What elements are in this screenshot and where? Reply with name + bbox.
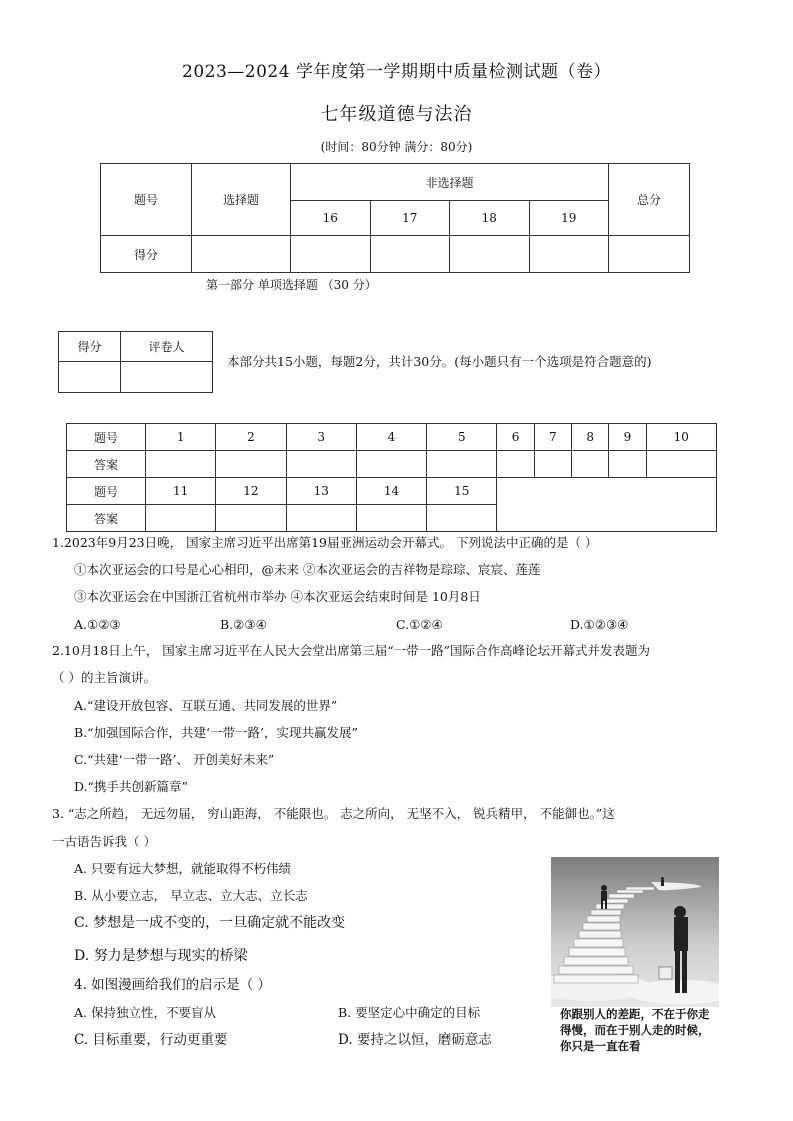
score-table bbox=[100, 163, 690, 273]
q4-option-d: D. 要持之以恒，磨砺意志 bbox=[338, 1032, 492, 1048]
answer-cell bbox=[216, 505, 286, 532]
q2-option-a: A.“建设开放包容、互联互通、共同发展的世界” bbox=[74, 698, 338, 713]
q1-option-d: D.①②③④ bbox=[570, 617, 629, 632]
q2-option-d: D.“携手共创新篇章” bbox=[74, 779, 188, 794]
q1-statement-1: ①本次亚运会的口号是心心相印，@未来 ②本次亚运会的吉祥物是琮琮、宸宸、莲莲 bbox=[74, 562, 541, 577]
answer-cell bbox=[216, 451, 286, 478]
score-cell bbox=[291, 236, 371, 273]
answer-cell bbox=[427, 505, 497, 532]
answer-cell bbox=[534, 451, 571, 478]
answer-cell bbox=[286, 505, 356, 532]
answer-table-label-number-2: 题号 bbox=[67, 478, 146, 505]
cartoon-stairs-illustration bbox=[551, 857, 719, 1007]
answer-cell bbox=[146, 451, 216, 478]
q4-option-b: B. 要坚定心中确定的目标 bbox=[338, 1005, 481, 1020]
answer-number-cell: 11 bbox=[146, 478, 216, 505]
answer-number-cell: 12 bbox=[216, 478, 286, 505]
answer-table-label-answer: 答案 bbox=[67, 451, 146, 478]
answer-cell bbox=[356, 451, 426, 478]
answer-cell bbox=[356, 505, 426, 532]
grader-score-cell bbox=[59, 362, 121, 393]
q4-option-a: A. 保持独立性，不要盲从 bbox=[74, 1005, 216, 1020]
answer-number-cell: 14 bbox=[356, 478, 426, 505]
answer-number-cell: 1 bbox=[146, 424, 216, 451]
q2-option-b: B.“加强国际合作，共建‘一带一路’，实现共赢发展” bbox=[74, 725, 358, 740]
grader-name-cell bbox=[121, 362, 213, 393]
cartoon-caption: 你跟别人的差距，不在于你走得慢，而在于别人走的时候，你只是一直在看 bbox=[560, 1007, 710, 1053]
answer-number-cell: 2 bbox=[216, 424, 286, 451]
q2-option-c: C.“共建‘一带一路’、 开创美好未来” bbox=[74, 752, 275, 767]
answer-cell bbox=[497, 451, 534, 478]
q2-stem-line1: 2.10月18日上午， 国家主席习近平在人民大会堂出席第三届“一带一路”国际合作高峰论坛开幕式并发表题为 bbox=[52, 643, 650, 658]
score-cell bbox=[450, 236, 530, 273]
score-table-sub-16: 16 bbox=[291, 201, 371, 236]
answer-table-label-answer-2: 答案 bbox=[67, 505, 146, 532]
score-cell bbox=[529, 236, 609, 273]
score-table-row-score: 得分 bbox=[101, 236, 192, 273]
q2-stem-line2: （ ）的主旨演讲。 bbox=[52, 670, 156, 685]
score-table-header-number: 题号 bbox=[101, 164, 192, 236]
score-table-sub-17: 17 bbox=[370, 201, 450, 236]
score-cell bbox=[370, 236, 450, 273]
answer-cell bbox=[427, 451, 497, 478]
answer-number-cell: 8 bbox=[572, 424, 609, 451]
grader-name-label: 评卷人 bbox=[121, 332, 213, 362]
answer-number-cell: 6 bbox=[497, 424, 534, 451]
answer-cell bbox=[286, 451, 356, 478]
answer-cell bbox=[146, 505, 216, 532]
q4-option-c: C. 目标重要，行动更重要 bbox=[74, 1032, 228, 1048]
q4-stem: 4. 如图漫画给我们的启示是（ ） bbox=[74, 977, 271, 993]
section-instruction: 本部分共15小题，每题2分，共计30分。(每小题只有一个选项是符合题意的) bbox=[227, 354, 652, 369]
answer-cell bbox=[609, 451, 646, 478]
answer-cell bbox=[572, 451, 609, 478]
exam-title: 2023—2024 学年度第一学期期中质量检测试题（卷） bbox=[182, 62, 611, 82]
score-table-sub-18: 18 bbox=[450, 201, 530, 236]
q3-option-d: D. 努力是梦想与现实的桥梁 bbox=[74, 948, 248, 964]
answer-number-cell: 3 bbox=[286, 424, 356, 451]
score-table-header-nonchoice: 非选择题 bbox=[291, 164, 609, 201]
q3-stem-line1: 3. “志之所趋， 无远勿届， 穷山距海， 不能限也。 志之所向， 无坚不入， 锐兵精甲， 不能御也。”这 bbox=[52, 806, 615, 821]
part1-title: 第一部分 单项选择题 （30 分） bbox=[206, 278, 377, 292]
answer-table-label-number: 题号 bbox=[67, 424, 146, 451]
score-cell bbox=[192, 236, 291, 273]
q1-option-c: C.①②④ bbox=[396, 617, 443, 632]
q1-option-a: A.①②③ bbox=[74, 617, 121, 632]
grader-table bbox=[58, 331, 213, 393]
q3-option-b: B. 从小要立志， 早立志、立大志、立长志 bbox=[74, 888, 308, 903]
answer-number-cell: 10 bbox=[646, 424, 716, 451]
score-table-header-choice: 选择题 bbox=[192, 164, 291, 236]
score-table-header-total: 总分 bbox=[609, 164, 690, 236]
exam-meta: (时间：80分钟 满分：80分) bbox=[320, 140, 473, 154]
answer-number-cell: 7 bbox=[534, 424, 571, 451]
score-cell bbox=[609, 236, 690, 273]
answer-number-cell: 15 bbox=[427, 478, 497, 505]
answer-number-cell: 13 bbox=[286, 478, 356, 505]
answer-number-cell: 5 bbox=[427, 424, 497, 451]
answer-number-cell: 4 bbox=[356, 424, 426, 451]
score-table-sub-19: 19 bbox=[529, 201, 609, 236]
grader-score-label: 得分 bbox=[59, 332, 121, 362]
answer-number-cell: 9 bbox=[609, 424, 646, 451]
q1-option-b: B.②③④ bbox=[220, 617, 267, 632]
answer-table-blank bbox=[497, 478, 717, 532]
answer-cell bbox=[646, 451, 716, 478]
q3-stem-line2: 一古语告诉我（ ） bbox=[52, 834, 156, 849]
q1-stem: 1.2023年9月23日晚， 国家主席习近平出席第19届亚洲运动会开幕式。 下列说法中正确的是（ ） bbox=[52, 535, 598, 550]
q3-option-c: C. 梦想是一成不变的，一旦确定就不能改变 bbox=[74, 915, 346, 931]
answer-table bbox=[66, 423, 717, 532]
exam-subtitle: 七年级道德与法治 bbox=[320, 104, 473, 125]
q3-option-a: A. 只要有远大梦想，就能取得不朽伟绩 bbox=[74, 861, 291, 876]
q1-statement-2: ③本次亚运会在中国浙江省杭州市举办 ④本次亚运会结束时间是 10月8日 bbox=[74, 589, 481, 604]
